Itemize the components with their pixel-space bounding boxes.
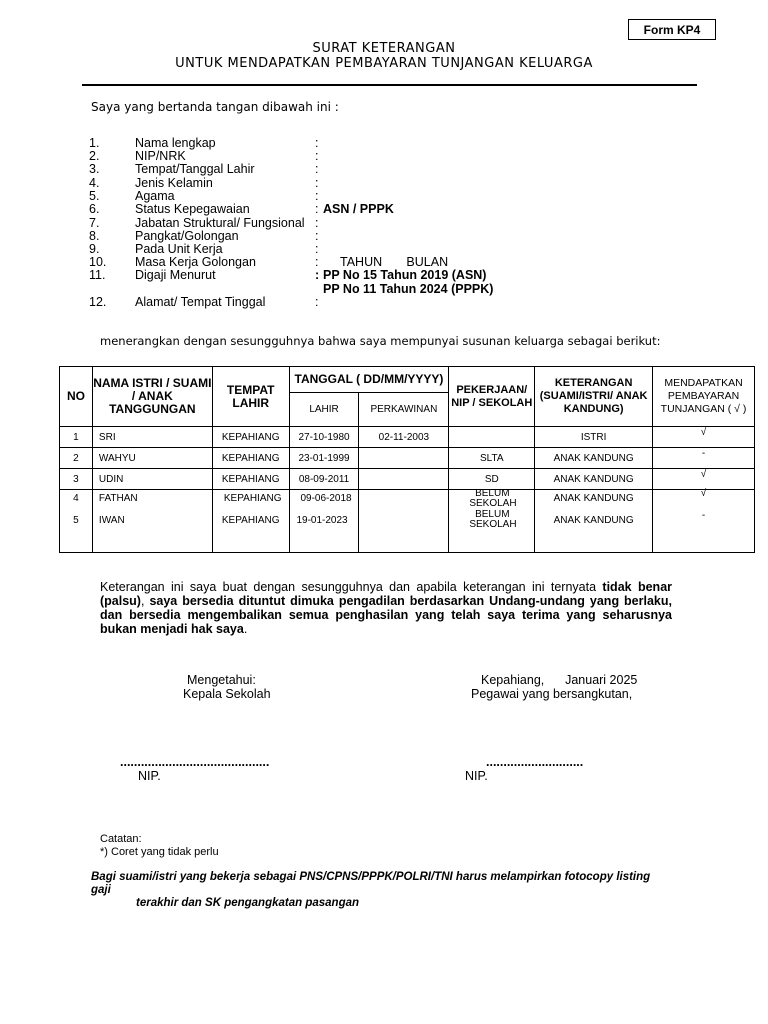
cell-pekerjaan: SLTA: [449, 448, 535, 469]
item-number: 12.: [89, 295, 107, 309]
item-value-secondary: PP No 11 Tahun 2024 (PPPK): [323, 282, 494, 296]
item-colon: :: [315, 189, 319, 203]
sign-right-place-date: Kepahiang, Januari 2025: [481, 673, 638, 687]
declaration-text: Keterangan ini saya buat dengan sesungguhnya dan apabila keterangan ini ternyata: [100, 580, 603, 594]
header-lahir: LAHIR: [289, 393, 359, 427]
table-row: [60, 469, 755, 490]
sign-right-nip: NIP.: [465, 769, 488, 783]
item-colon: :: [315, 216, 319, 230]
cell-pekerjaan: BELUM SEKOLAH: [469, 509, 517, 530]
declaration-bold-text: tidak benar (palsu): [100, 580, 673, 608]
sign-left-title: Mengetahui:: [187, 673, 256, 687]
item-number: 2.: [89, 149, 100, 163]
table-row: [60, 427, 755, 448]
cell-mendapatkan: -: [653, 448, 755, 469]
item-colon: :: [315, 268, 320, 282]
family-table: [59, 366, 755, 553]
item-number: 7.: [89, 216, 100, 230]
item-label: Jenis Kelamin: [135, 176, 213, 190]
item-value: PP No 15 Tahun 2019 (ASN): [323, 268, 487, 282]
cell-lahir: 08-09-2011: [289, 469, 359, 490]
item-number: 5.: [89, 189, 100, 203]
notes-line: *) Coret yang tidak perlu: [100, 846, 219, 858]
cell-pekerjaan: SD: [449, 469, 535, 490]
cell-nama: UDIN: [92, 469, 212, 490]
cell-no: 3: [60, 469, 93, 490]
declaration-text: ,: [140, 594, 150, 608]
item-number: 8.: [89, 229, 100, 243]
declaration-text: .: [243, 622, 248, 636]
header-perkawinan: PERKAWINAN: [359, 393, 449, 427]
declaration-paragraph: [100, 580, 672, 636]
statement-text: menerangkan dengan sesungguhnya bahwa saya mempunyai susunan keluarga sebagai berikut:: [100, 334, 661, 348]
document-subtitle: UNTUK MENDAPATKAN PEMBAYARAN TUNJANGAN KELUARGA: [175, 56, 593, 71]
cell-mendapatkan: √: [700, 488, 707, 499]
item-label: Pada Unit Kerja: [135, 242, 223, 256]
item-label: Agama: [135, 189, 175, 203]
cell-nama: WAHYU: [92, 448, 212, 469]
attachment-note: [91, 871, 651, 910]
item-label: Alamat/ Tempat Tinggal: [135, 295, 266, 309]
header-no: NO: [60, 367, 93, 427]
cell-tempat: KEPAHIANG: [212, 469, 289, 490]
cell-nama: FATHAN: [98, 493, 138, 504]
cell-no: 5: [73, 515, 79, 526]
cell-nama: IWAN: [98, 515, 125, 526]
item-value: TAHUN BULAN: [340, 255, 449, 269]
item-colon: :: [315, 255, 319, 269]
cell-keterangan: ANAK KANDUNG: [535, 448, 653, 469]
cell-keterangan: ISTRI: [535, 427, 653, 448]
item-colon: :: [315, 176, 319, 190]
cell-keterangan: ANAK KANDUNG: [553, 493, 634, 504]
cell-tempat: KEPAHIANG: [212, 427, 289, 448]
cell-no: 1: [60, 427, 93, 448]
cell-tempat: KEPAHIANG: [221, 515, 280, 526]
table-row: [60, 448, 755, 469]
cell-tempat: KEPAHIANG: [212, 448, 289, 469]
sign-left-nip: NIP.: [138, 769, 161, 783]
sign-right-line: ............................: [486, 755, 584, 769]
item-number: 4.: [89, 176, 100, 190]
item-number: 3.: [89, 162, 100, 176]
header-tanggal: TANGGAL ( DD/MM/YYYY): [289, 367, 449, 393]
cell-keterangan: ANAK KANDUNG: [553, 515, 634, 526]
attachment-note-line: Bagi suami/istri yang bekerja sebagai PNS/CPNS/PPPK/POLRI/TNI harus melampirkan fotocopy listing gaji: [91, 871, 651, 896]
item-number: 1.: [89, 136, 100, 150]
cell-no: 2: [60, 448, 93, 469]
item-label: Digaji Menurut: [135, 268, 216, 282]
cell-keterangan: ANAK KANDUNG: [535, 469, 653, 490]
item-number: 6.: [89, 202, 100, 216]
item-colon: :: [315, 202, 319, 216]
declaration-bold-text: saya bersedia dituntut dimuka pengadilan berdasarkan Undang-undang yang berlaku, dan bersedia mengembalikan semua penghasilan yang telah saya terima yang seharusnya bukan menjadi hak saya: [100, 594, 672, 636]
item-colon: :: [315, 229, 319, 243]
item-label: Pangkat/Golongan: [135, 229, 239, 243]
cell-mendapatkan: √: [653, 427, 755, 448]
item-colon: :: [315, 162, 319, 176]
item-number: 11.: [89, 268, 106, 282]
cell-no: 4: [73, 493, 79, 504]
item-colon: :: [315, 136, 319, 150]
notes-label: Catatan:: [100, 833, 142, 845]
cell-lahir: 19-01-2023: [296, 515, 348, 526]
header-mendapatkan: MENDAPATKAN PEMBAYARAN TUNJANGAN ( √ ): [653, 367, 755, 427]
cell-pekerjaan: [449, 427, 535, 448]
cell-lahir: 09-06-2018: [300, 493, 352, 504]
form-code-box: Form KP4: [628, 19, 716, 40]
cell-nama: SRI: [92, 427, 212, 448]
cell-mendapatkan: √: [653, 469, 755, 490]
header-keterangan: KETERANGAN (SUAMI/ISTRI/ ANAK KANDUNG): [535, 367, 653, 427]
item-label: Status Kepegawaian: [135, 202, 250, 216]
sign-left-role: Kepala Sekolah: [183, 687, 271, 701]
item-value: ASN / PPPK: [323, 202, 394, 216]
header-pekerjaan: PEKERJAAN/ NIP / SEKOLAH: [449, 367, 535, 427]
sign-right-role: Pegawai yang bersangkutan,: [471, 687, 633, 701]
cell-pekerjaan: BELUM SEKOLAH: [469, 488, 517, 509]
title-divider: [82, 84, 697, 86]
cell-mendapatkan: -: [701, 510, 706, 521]
item-label: Tempat/Tanggal Lahir: [135, 162, 255, 176]
cell-perkawinan: [359, 448, 449, 469]
item-number: 9.: [89, 242, 100, 256]
item-label: Masa Kerja Golongan: [135, 255, 256, 269]
item-colon: :: [315, 295, 319, 309]
cell-lahir: 23-01-1999: [289, 448, 359, 469]
attachment-note-line: terakhir dan SK pengangkatan pasangan: [136, 897, 360, 909]
header-nama: NAMA ISTRI / SUAMI / ANAK TANGGUNGAN: [92, 367, 212, 427]
item-number: 10.: [89, 255, 107, 269]
sign-left-line: ...........................................: [120, 755, 270, 769]
item-label: NIP/NRK: [135, 149, 186, 163]
cell-tempat: KEPAHIANG: [223, 493, 282, 504]
item-label: Jabatan Struktural/ Fungsional: [135, 216, 305, 230]
item-colon: :: [315, 242, 319, 256]
table-row-group: [60, 490, 755, 553]
item-label: Nama lengkap: [135, 136, 216, 150]
cell-perkawinan: 02-11-2003: [359, 427, 449, 448]
item-colon: :: [315, 149, 319, 163]
document-title: SURAT KETERANGAN: [312, 41, 456, 56]
header-tempat-lahir: TEMPAT LAHIR: [212, 367, 289, 427]
cell-perkawinan: [359, 469, 449, 490]
cell-lahir: 27-10-1980: [289, 427, 359, 448]
intro-text: Saya yang bertanda tangan dibawah ini :: [91, 100, 339, 114]
